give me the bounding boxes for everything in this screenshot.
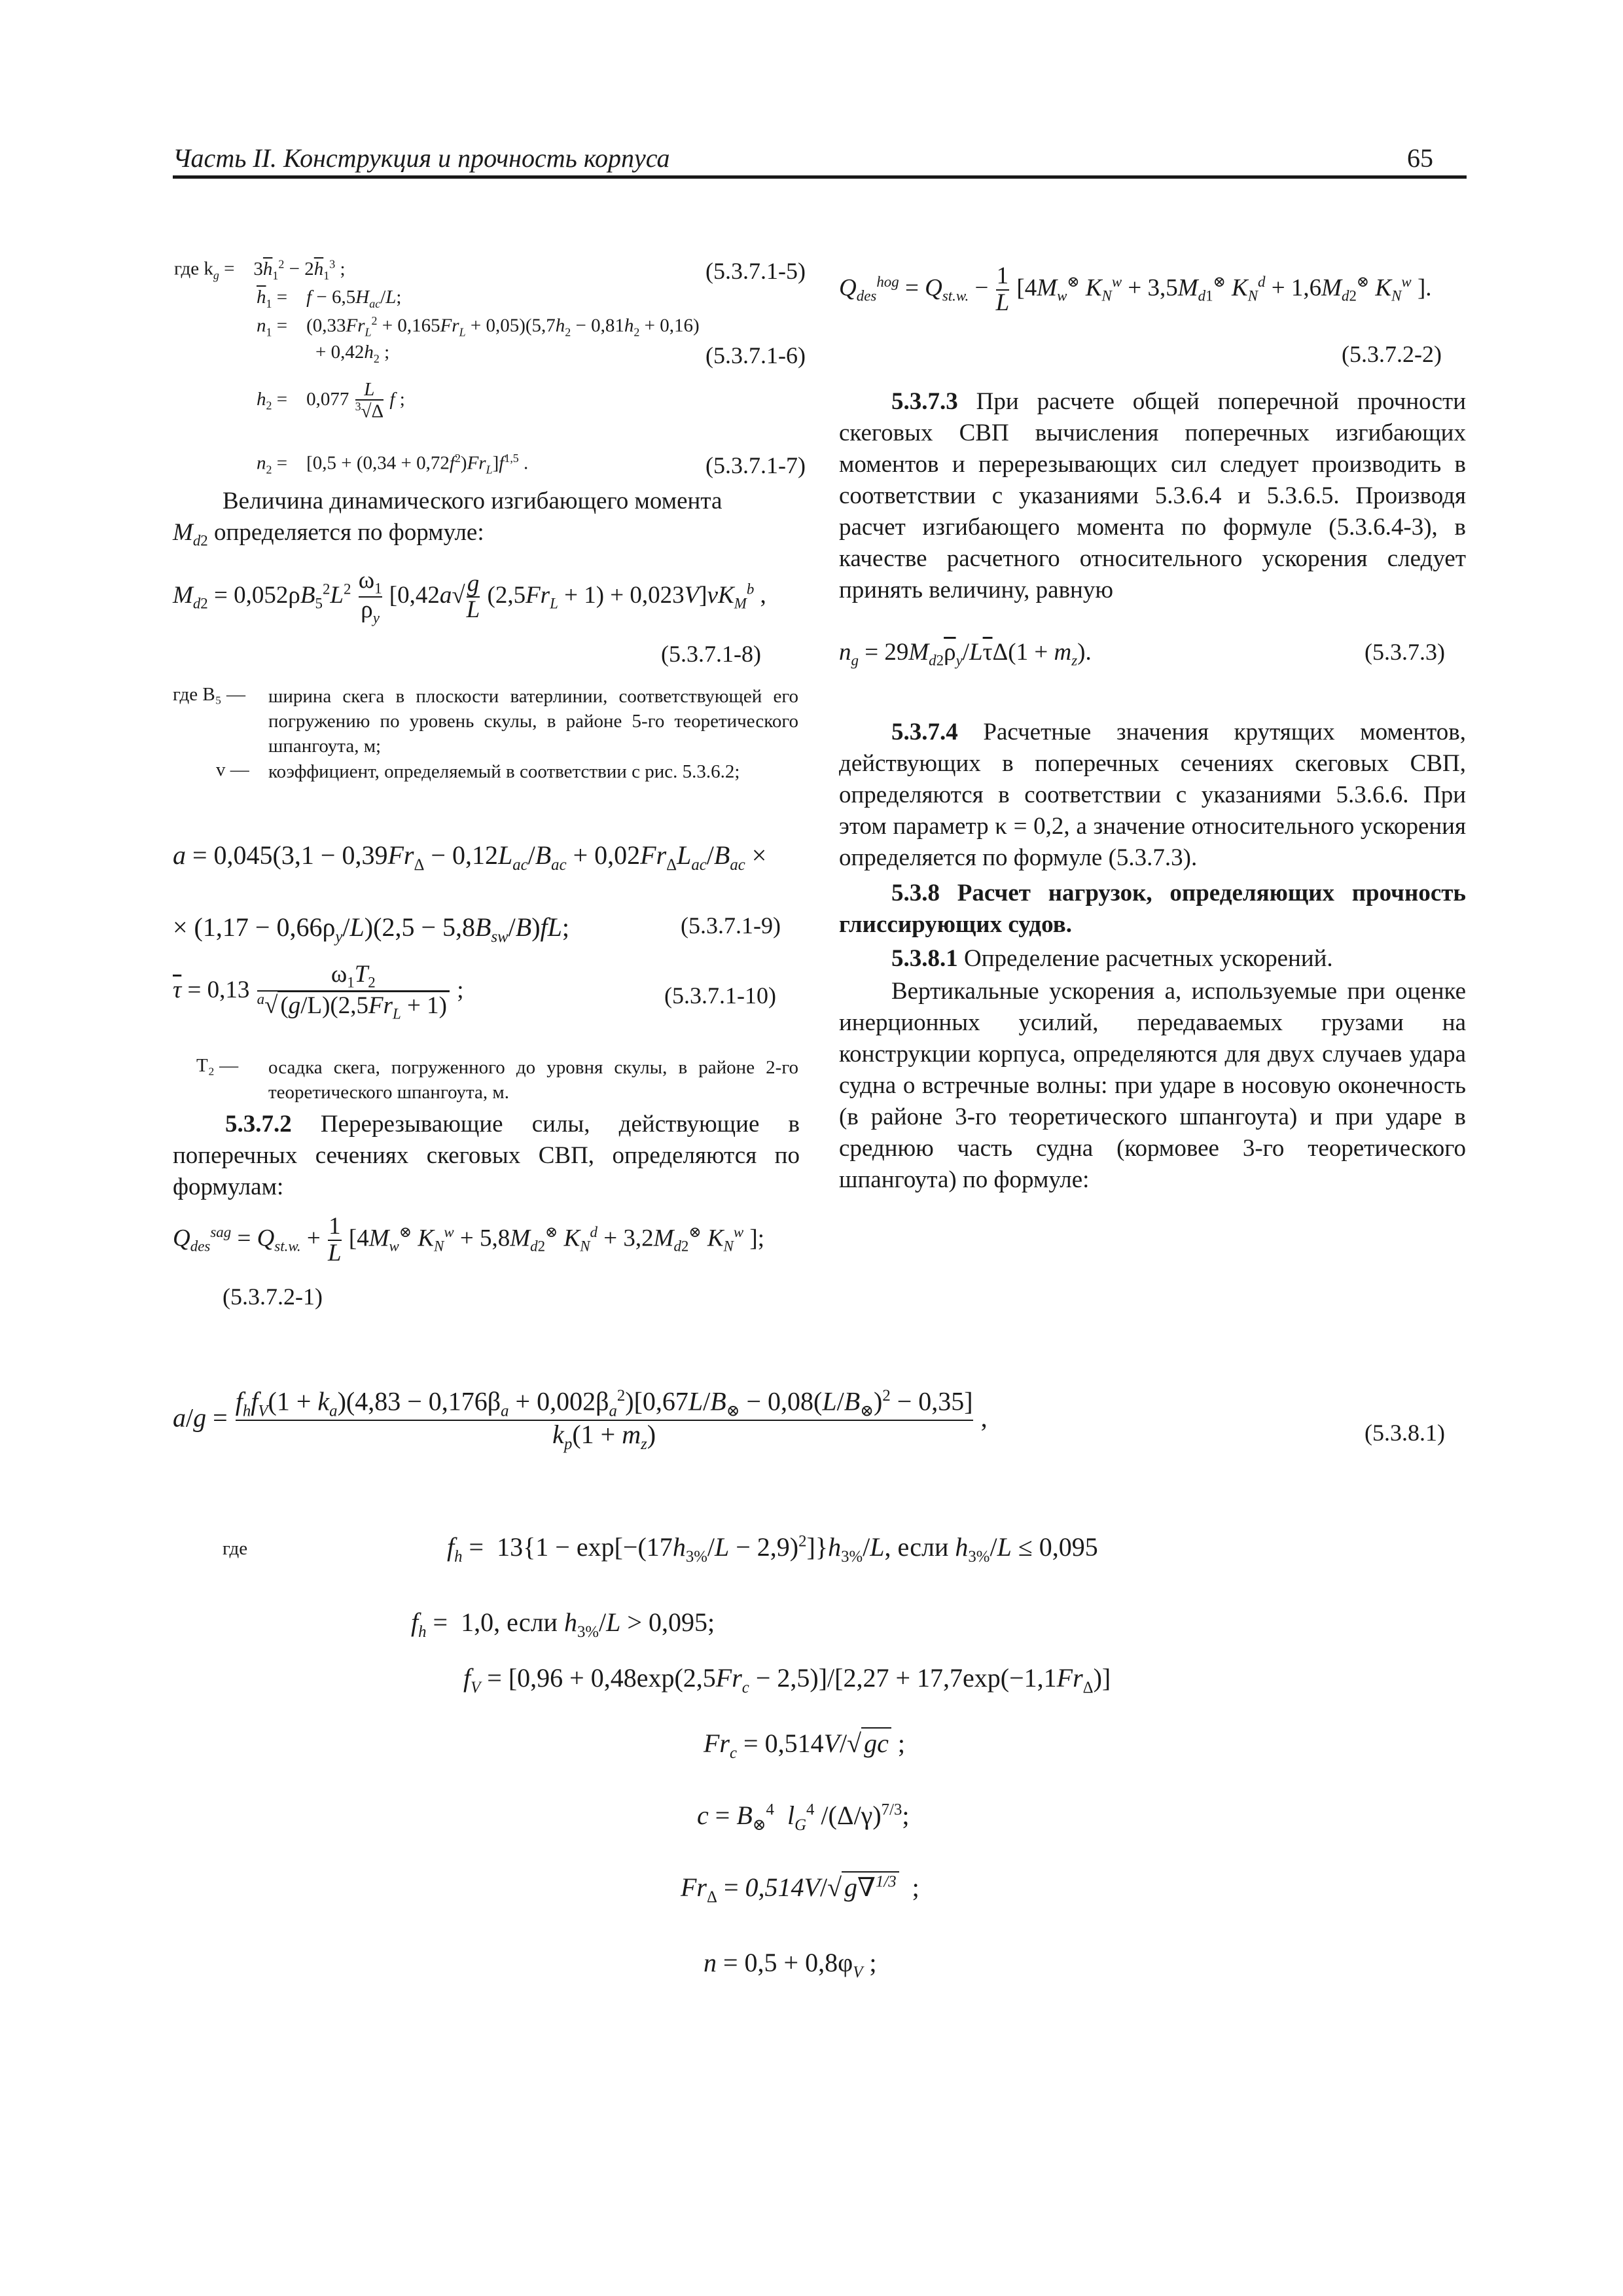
a-over-g-fraction: $f_hf_V(1 + k_a)(4,83 - 0,176\beta_a + 0,002\beta_a^2)[0,67L/B_\otimes - 0,08(L/B_\otimes)^2 - 0,35]$ $k_p(1 + m_z)$ [235,1386,973,1454]
q-sag-fraction: $\frac{1}{L}$ [328,1213,342,1266]
tau-fraction: $\frac{\omega_1T_2}{^a√ (g/L)(2,5Fr_L + 1)}$ [257,962,450,1022]
para-5-3-7-3-text: При расчете общей поперечной прочности скеговых СВП вычисления поперечных изгибающих моментов и перерезывающих сил следует производить в соответствии с указаниями 5.3.6.4 и 5.3.6.5. Производя расчет изгибающего момента по формуле (5.3.6.4-3), в качестве расчетного относительного ускорения следует принять величину, равную [839,388,1466,603]
fr-delta-formula: $Fr_\Delta = 0,514V/√$ g∇$^{1/3}$ ; [681,1873,919,1906]
eq-number-5-3-7-1-9: (5.3.7.1-9) [681,912,781,939]
n1-line: $n_1$ = $(0,33Fr_L^2 + 0,165Fr_L + 0,05)(5,7h_2 - 0,81h_2 + 0,16)$ [257,314,700,339]
md2-g-l-fraction: $\frac{g}{L}$ [466,569,480,624]
paragraph-5-3-7-2 [173,1109,800,1203]
ng-formula: $n_g = 29M_{d2}\overline{\rho}_y/L\overline{\tau}\Delta(1 + m_z)$. [839,639,1092,669]
paragraph-5-3-7-3 [839,386,1466,606]
para-5-3-7-4-number: 5.3.7.4 [891,719,958,745]
header-rule [173,175,1467,179]
where-label: где [223,1538,248,1559]
h2-line: $h_2$ = 0,077 $\frac{L}{^3√\Delta}$ f ; [257,379,405,423]
paragraph-5-3-8-1 [839,976,1466,1196]
para-5-3-8-1-number: 5.3.8.1 [891,945,958,972]
def-v-text: коэффициент, определяемый в соответствии с рис. 5.3.6.2; [268,761,740,782]
eq-number-5-3-7-3: (5.3.7.3) [1364,639,1445,665]
paragraph-5-3-7-4 [839,717,1466,874]
frc-formula: $Fr_c = 0,514V/√$ gc ; [704,1729,905,1762]
fh-formula-1: $f_h = 13\{1 - \exp[-(17h_{3\%}/L - 2,9)^2]\}h_{3\%}/L$, если $h_{3\%}/L \le 0,095$ [447,1532,1098,1566]
page-number: 65 [1407,143,1433,173]
section-5-3-8-title-text: 5.3.8 Расчет нагрузок, определяющих прочность глиссирующих судов. [839,880,1466,938]
md2-intro-line1: Величина динамического изгибающего момента [223,488,722,514]
para-5-3-7-4-text: Расчетные значения крутящих моментов, действующих в поперечных сечениях скеговых СВП, определяются в соответствии с указаниями 5.3.6.6. При этом параметр κ = 0,2, а значение относительного ускорения определяется по формуле (5.3.7.3). [839,719,1466,871]
eq-number-5-3-7-1-6: (5.3.7.1-6) [705,342,806,368]
h2-fraction: $\frac{L}{^3√\Delta}$ [355,379,384,423]
n-formula: $n = 0,5 + 0,8\varphi_V$ ; [704,1948,877,1981]
para-5-3-7-2-text: Перерезывающие силы, действующие в поперечных сечениях скеговых СВП, определяются по формулам: [173,1111,800,1200]
n1-cont: + $0,42h_2$ ; [315,342,390,365]
eq-number-5-3-7-2-1: (5.3.7.2-1) [223,1283,323,1310]
eq-number-5-3-7-2-2: (5.3.7.2-2) [1342,341,1442,367]
a-over-g-formula: a/g = $f_hf_V(1 + k_a)(4,83 - 0,176\beta_a + 0,002\beta_a^2)[0,67L/B_\otimes - 0,08(L/B_\otimes)^2 - 0,35]$ $k_p(1 + m_z)$ , [173,1386,988,1454]
eq-number-5-3-7-1-8: (5.3.7.1-8) [661,641,761,667]
section-5-3-8-title [839,878,1466,941]
def-t2-symbol: T₂ — [196,1055,239,1076]
def-b5-symbol: где B₅ — [173,684,246,705]
fh-formula-2-text: 1,0, если [461,1607,558,1637]
md2-intro-text: определяется по формуле: [214,519,484,546]
tau-formula: $\overline{\tau} = 0,13$ $\frac{\omega_1T_2}{^a√ (g/L)(2,5Fr_L + 1)}$ ; [173,961,464,1022]
para-5-3-8-1-title: Определение расчетных ускорений. [957,945,1333,972]
h1-line: $\overline{h}_1$ = $f - 6,5H_{ac}/L$; [257,287,402,310]
n2-line: $n_2$ = $[0,5 + (0,34 + 0,72f^2)Fr_L]f^{1,5}$ . [257,452,529,476]
para-5-3-7-2-number: 5.3.7.2 [225,1111,292,1138]
para-5-3-8-1-text: Вертикальные ускорения a, используемые при оценке инерционных усилий, передаваемых грузами на конструкции корпуса, определяются для двух случаев удара судна о встречные волны: при ударе в носовую оконечность (в районе 3-го теоретического шпангоута) и при ударе в среднюю часть судна (кормовее 3-го теоретического шпангоута) по формуле: [839,978,1466,1193]
a-formula-line2: × $(1,17 - 0,66\rho_y/L)(2,5 - 5,8B_{sw}/B)fL$; [173,912,570,946]
def-v-symbol: v — [216,759,249,780]
where-kg-label: где k [174,258,213,279]
eq-number-5-3-8-1: (5.3.8.1) [1364,1420,1445,1446]
eq-number-5-3-7-1-7: (5.3.7.1-7) [705,452,806,478]
md2-formula: $M_{d2} = 0,052\rho B_5^2L^2$ $\frac{\omega_1}{\rho_y}$ [0,42a√ $\frac{g}{L}$ $(2,5Fr_L + 1) + 0,023V]vK_M^b$ , [173,567,766,626]
q-sag-formula: $Q_{des}^{sag} = Q_{st.w.}$ + $\frac{1}{L}$ [$4M_w^\otimes$ $K_N^w + 5,8M_{d2}^\otimes$ $K_N^d + 3,2M_{d2}^\otimes$ $K_N^w$ ]; [173,1213,765,1266]
kg-line: где $k_g$ = $3\overline{h}_1^2 - 2\overline{h}_1^3$ ; [174,257,346,282]
md2-intro-line2: $M_{d2}$ определяется по формуле: [173,519,484,549]
fv-formula: $f_V = [0,96 + 0,48\exp(2,5Fr_c - 2,5)]/[2,27 + 17,7\exp(-1,1Fr_\Delta)]$ [463,1663,1111,1696]
eq-number-5-3-7-1-5: (5.3.7.1-5) [705,258,806,284]
a-over-g-comma: , [980,1403,988,1433]
a-formula-line1: $a = 0,045(3,1 - 0,39Fr_\Delta - 0,12L_{ac}/B_{ac} + 0,02Fr_\Delta L_{ac}/B_{ac}$ × [173,840,767,874]
fh-cond-word: если [897,1532,949,1562]
def-b5-text: ширина скега в плоскости ватерлинии, соответствующей его погружению по уровень скулы, в районе 5-го теоретического шпангоута, м; [268,686,798,757]
eq-number-5-3-7-1-10: (5.3.7.1-10) [664,982,776,1009]
q-hog-fraction: $\frac{1}{L}$ [995,262,1010,316]
md2-omega-rho-fraction: $\frac{\omega_1}{\rho_y}$ [358,567,382,626]
def-t2-text: осадка скега, погруженного до уровня скулы, в районе 2-го теоретического шпангоута, м. [268,1057,798,1103]
paragraph-5-3-8-1-title [839,943,1466,975]
q-hog-formula: $Q_{des}^{hog} = Q_{st.w.}$ − $\frac{1}{L}$ [$4M_w^\otimes$ $K_N^w + 3,5M_{d1}^\otimes$ $K_N^d + 1,6M_{d2}^\otimes$ $K_N^w$ ]. [839,262,1432,316]
fh-formula-2: $f_h = 1,0$, если $h_{3\%}/L > 0,095$; [411,1607,715,1641]
para-5-3-7-3-number: 5.3.7.3 [891,388,958,415]
running-title: Часть II. Конструкция и прочность корпуса [173,143,670,173]
c-formula: $c = B_\otimes^4$ $l_G^4$ $/(\Delta/\gamma)^{7/3}$; [697,1801,910,1834]
kg-formula: $3\overline{h}_1^2 - 2\overline{h}_1^3$ ; [253,257,346,282]
